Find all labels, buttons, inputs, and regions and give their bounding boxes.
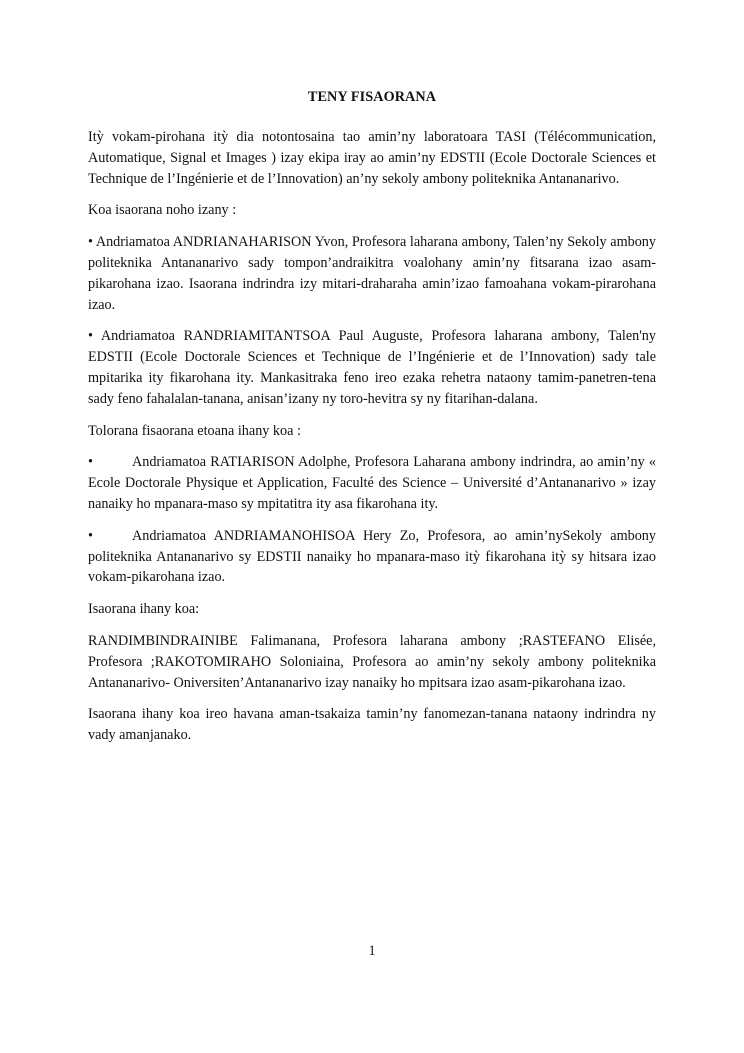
thanks-paragraph-2: • Andriamatoa RANDRIAMITANTSOA Paul Auguste, Profesora laharana ambony, Talen'ny EDSTII (Ecole Doctorale Sciences et Technique de l’Ingénierie et de l’Innovation) sady tale mpitarika ity fikarohana ity. Mankasitraka feno ireo ezaka rehetra nataony tamim-panetren-tena sady feno fahalalan-tanana, anisan’izany ny toro-hevitra sy ny fitarihan-dalana.	[88, 328, 656, 407]
thanks-paragraph-1: • Andriamatoa ANDRIANAHARISON Yvon, Profesora laharana ambony, Talen’ny Sekoly ambony politeknika Antananarivo sady tompon’andraikitra voalohany amin’ny fitsarana izao asam-pikarohana izao. Isaorana indrindra izy mitari-draharaha amin’izao famoahana vokam-pirarohana izao.	[88, 234, 656, 313]
intro-paragraph: Itỳ vokam-pirohana itỳ dia notontosaina tao amin’ny laboratoara TASI (Télécommunication, Automatique, Signal et Images ) izay ekipa iray ao amin’ny EDSTII (Ecole Doctorale Sciences et Technique de l’Ingénierie et de l’Innovation) an’ny sekoly ambony politeknika Antananarivo.	[88, 129, 656, 187]
page-title: TENY FISAORANA	[307, 89, 437, 105]
thanks-paragraph-4	[88, 526, 656, 588]
thanks-paragraph-3-text: Andriamatoa RATIARISON Adolphe, Profesora Laharana ambony indrindra, ao amin’ny « Ecole Doctorale Physique et Application, Faculté des Science – Université d’Antananarivo » izay nanaiky ho mpanara-maso sy mpitatitra ity asa fikarohana ity.	[88, 454, 656, 512]
thanks-paragraph-3	[88, 452, 656, 514]
document-body	[88, 127, 656, 757]
thanks-more-heading: Tolorana fisaorana etoana ihany koa :	[88, 422, 301, 439]
thanks-heading: Koa isaorana noho izany :	[88, 202, 237, 219]
thanks-paragraph-4-text: Andriamatoa ANDRIAMANOHISOA Hery Zo, Profesora, ao amin’nySekoly ambony politeknika Antananarivo sy EDSTII nanaiky ho mpanara-maso itỳ fikarohana itỳ sy hitsara izao vokam-pikarohana izao.	[88, 527, 656, 586]
bullet-icon: •	[88, 454, 93, 471]
jury-paragraph: RANDIMBINDRAINIBE Falimanana, Profesora laharana ambony ;RASTEFANO Elisée, Profesora ;RAKOTOMIRAHO Soloniaina, Profesora ao amin’ny sekoly ambony politeknika Antananarivo- Oniversiten’Antananarivo izay nanaiky ho mpitsara izao asam-pikarohana izao.	[88, 632, 656, 691]
bullet-icon: •	[88, 527, 93, 544]
jury-heading: Isaorana ihany koa:	[88, 601, 200, 618]
page-number: 1	[368, 943, 376, 959]
closing-paragraph: Isaorana ihany koa ireo havana aman-tsakaiza tamin’ny fanomezan-tanana nataony indrindra ny vady amanjanako.	[88, 706, 656, 744]
